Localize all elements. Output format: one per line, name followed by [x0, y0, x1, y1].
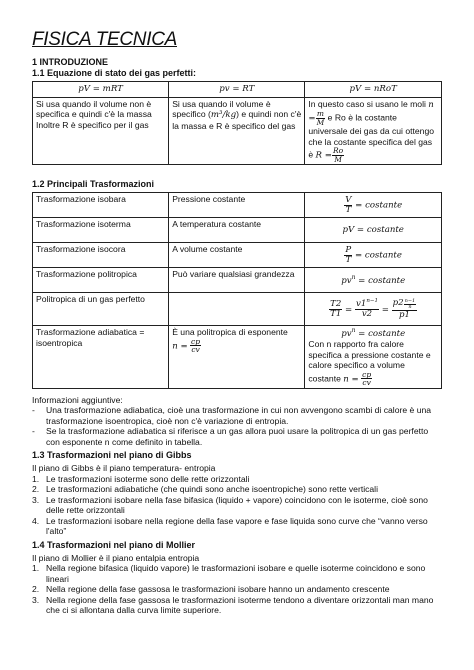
note-n: n =	[343, 374, 359, 385]
formula-rhs: = costante	[355, 200, 403, 211]
list-number: 1.	[32, 473, 40, 484]
mollier-intro: Il piano di Mollier è il piano entalpia entropia	[32, 552, 200, 563]
transf-name: Trasformazione politropica	[33, 268, 169, 293]
list-number: 1.	[32, 563, 40, 574]
transf-formula-note	[305, 326, 442, 389]
gas-cell-2-unit: m³/kg	[210, 110, 237, 121]
transf-name: Trasformazione isobara	[33, 193, 169, 218]
gas-cell-3-n: n =	[308, 99, 434, 124]
transf-desc: Pressione costante	[169, 193, 305, 218]
transf-desc	[169, 326, 305, 389]
info-block	[32, 395, 442, 447]
transf-formula	[305, 193, 442, 218]
frac-den: M	[316, 117, 325, 127]
frac-num: P	[345, 244, 352, 255]
formula-rhs: = costante	[355, 328, 406, 339]
transf-formula	[305, 268, 442, 293]
formula-base: pv	[341, 275, 352, 286]
gas-header-3: pV = nRoT	[305, 82, 442, 97]
list-text: Nella regione bifasica (liquido vapore) le trasformazioni isobare e quelle isoterme coincidono e sono lineari	[46, 563, 426, 584]
section-transf-heading: 1.2 Principali Trasformazioni	[32, 179, 155, 190]
frac-num: v1	[356, 299, 367, 310]
frac-den: cv	[191, 345, 200, 354]
frac-num: T2	[330, 298, 342, 309]
gibbs-block	[32, 450, 442, 536]
gas-cell-3-b: e Ro è la costante universale dei gas da cui ottengo che la costante specifica del gas è	[308, 112, 435, 160]
table-row	[33, 326, 442, 389]
frac-num: Ro	[332, 146, 344, 156]
list-text: Nella regione della fase gassosa le trasformazioni isobare hanno un andamento crescente	[46, 584, 390, 595]
transf-desc	[169, 293, 305, 326]
gas-cell-2-a: Si usa quando il volume è specifico (	[172, 98, 271, 120]
transf-formula: $\frac{T2}{T1}$ = $\frac{v1^{n-1}}{v2}$ = p2 $^{\frac{n-1}{n}}$ p1	[305, 293, 442, 326]
gas-equation-table	[32, 81, 442, 165]
list-text: Le trasformazioni isobare nella regione della fase vapore e fase liquida sono curve che “vanno verso l'alto”	[46, 515, 428, 537]
gas-cell-1: Si usa quando il volume non è specifica e quindi c'è la massa Inoltre R è specifico per il gas	[33, 97, 169, 164]
info-list	[32, 405, 442, 447]
transf-name: Trasformazione isoterma	[33, 218, 169, 243]
gas-cell-3-frac	[316, 110, 326, 126]
list-item	[32, 484, 442, 495]
formula-rhs: = costante	[354, 250, 402, 261]
table-row	[33, 268, 442, 293]
formula-exp: n−1	[366, 298, 378, 305]
mollier-list	[32, 563, 442, 615]
table-row	[33, 293, 442, 326]
page-title: FISICA TECNICA	[32, 29, 177, 50]
frac-den: T	[345, 254, 352, 265]
frac-den: p1	[398, 309, 410, 320]
list-number: 3.	[32, 494, 40, 505]
list-text: Le trasformazioni adiabatiche (che quindi sono anche isoentropiche) sono rette verticali	[46, 484, 379, 495]
table-row	[33, 193, 442, 218]
gas-cell-2	[169, 97, 305, 164]
frac-num: m	[316, 109, 324, 119]
list-item: - Una trasformazione adiabatica, cioè una trasformazione in cui non avvengono scambi di calore è una trasformazione isoentropica, cioè non c'è variazione di entropia.	[46, 405, 442, 426]
section-gibbs-heading: 1.3 Trasformazioni nel piano di Gibbs	[32, 450, 192, 461]
frac-den: T1	[330, 308, 342, 319]
list-item: - Se la trasformazione adiabatica si riferisce a un gas allora puoi usare la politropica di un gas perfetto con esponente n come definito in tabella.	[46, 426, 442, 447]
frac-den: T	[345, 204, 352, 215]
list-number: 2.	[32, 584, 40, 595]
gas-cell-3-r: R =	[315, 150, 332, 161]
list-text: Nella regione della fase gassosa le trasformazioni isoterme tendono a diventare orizzontali man mano che ci si allontana dalla curva limite superiore.	[46, 594, 434, 615]
gas-cell-3-a: In questo caso si usano le moli	[308, 98, 426, 109]
note-text: Con n rapporto fra calore specifica a pressione costante e calore specifico a volume costante	[308, 339, 431, 384]
list-item	[32, 594, 442, 616]
gas-header-2: pv = RT	[169, 82, 305, 97]
formula-exp: n	[351, 327, 356, 335]
transf-desc: Può variare qualsiasi grandezza	[169, 268, 305, 293]
gas-cell-3-r-frac	[332, 147, 344, 163]
table-row	[33, 218, 442, 243]
info-heading: Informazioni aggiuntive:	[32, 394, 123, 405]
table-row	[33, 243, 442, 268]
transf-desc: A volume costante	[169, 243, 305, 268]
list-number: 3.	[32, 594, 40, 605]
transf-name: Politropica di un gas perfetto	[33, 293, 169, 326]
section-gas-heading: 1.1 Equazione di stato dei gas perfetti:	[32, 68, 197, 79]
list-item	[32, 563, 442, 584]
section-mollier-heading: 1.4 Trasformazioni nel piano di Mollier	[32, 539, 196, 550]
transf-name: Trasformazione adiabatica = isoentropica	[33, 326, 169, 389]
list-number: 2.	[32, 484, 40, 495]
transf-formula	[305, 243, 442, 268]
frac-den: cv	[362, 378, 371, 388]
formula-exp: n	[351, 273, 356, 281]
gas-cell-3	[305, 97, 442, 164]
frac-den: v2	[361, 308, 373, 319]
transf-name: Trasformazione isocora	[33, 243, 169, 268]
list-text: Le trasformazioni isobare nella fase bifasica (liquido + vapore) coincidono con le isoterme, cioè sono delle rette orizzontali	[46, 494, 428, 516]
gibbs-list	[32, 474, 442, 537]
list-text: Le trasformazioni isoterme sono delle rette orizzontali	[46, 473, 250, 484]
frac-num: cp	[362, 369, 372, 379]
list-item	[32, 473, 442, 484]
formula-rhs: = costante	[355, 275, 406, 286]
exp-den: n	[408, 303, 412, 310]
transf-desc: A temperatura costante	[169, 218, 305, 243]
desc-n: n =	[172, 340, 188, 351]
section-intro-heading: 1 INTRODUZIONE	[32, 57, 109, 68]
frac-num: V	[345, 194, 352, 205]
desc-text: È una politropica di esponente	[172, 327, 288, 338]
frac-num: cp	[191, 336, 201, 346]
formula-base: pv	[341, 328, 352, 339]
mollier-block	[32, 540, 442, 616]
list-number: 4.	[32, 515, 40, 526]
transf-formula: pV = costante	[305, 218, 442, 243]
list-item	[32, 494, 442, 516]
gas-cell-2-b: ) e quindi non c'è la massa e R è specifico del gas	[172, 109, 302, 131]
gas-header-1: pV = mRT	[33, 82, 169, 97]
frac-num: p2	[392, 297, 404, 308]
transformations-table	[32, 192, 442, 389]
frac-den: M	[334, 154, 342, 164]
gibbs-intro: Il piano di Gibbs è il piano temperatura- entropia	[32, 463, 216, 474]
list-item	[32, 515, 442, 537]
list-item	[32, 584, 442, 595]
exp-num: n−1	[404, 297, 416, 304]
